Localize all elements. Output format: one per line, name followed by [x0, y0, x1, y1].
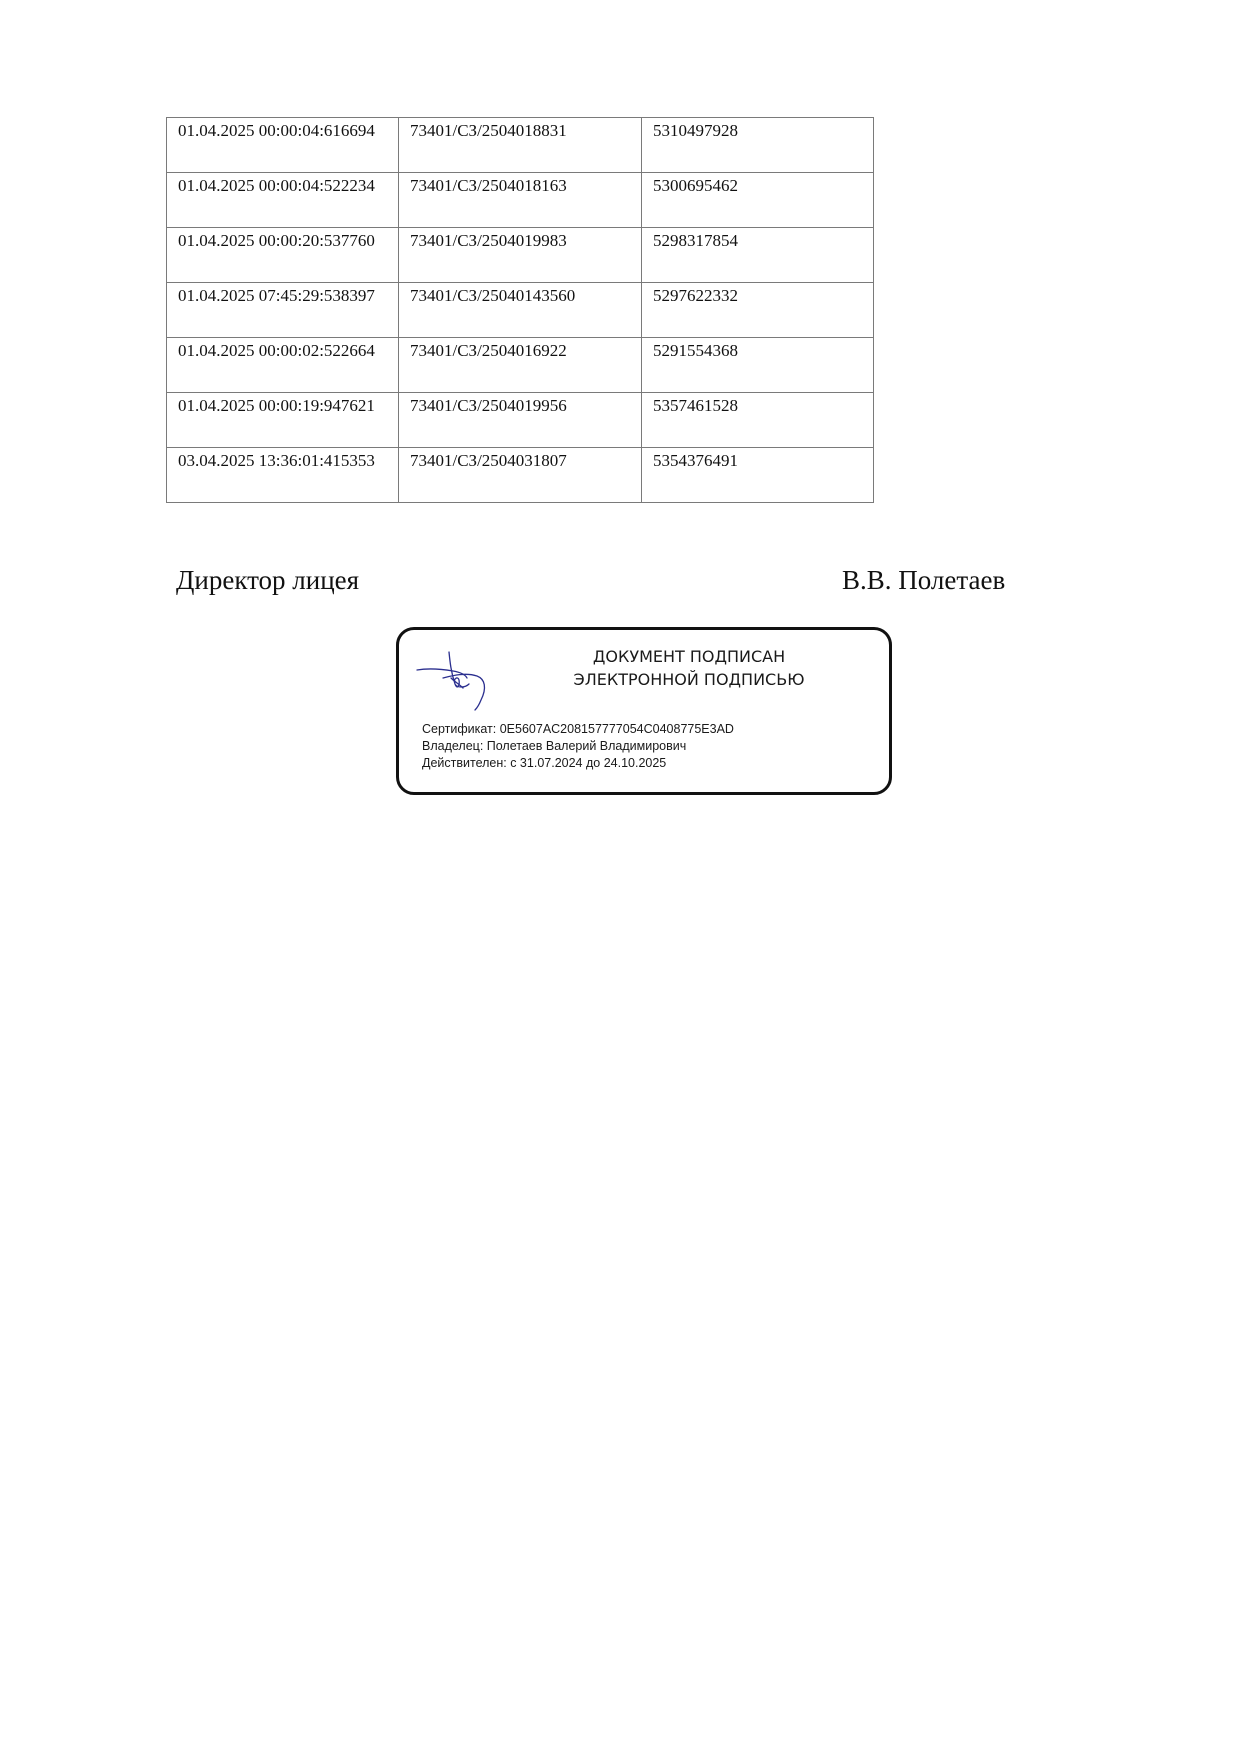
cell-identifier: 5310497928: [642, 118, 874, 173]
cell-timestamp: 01.04.2025 00:00:04:522234: [167, 173, 399, 228]
certificate-validity: Действителен: с 31.07.2024 до 24.10.2025: [422, 756, 667, 770]
table-row: [167, 393, 874, 448]
handwritten-signature-icon: [415, 648, 493, 712]
certificate-number: Сертификат: 0E5607AC208157777054C0408775E3AD: [422, 722, 734, 736]
table-row: [167, 228, 874, 283]
cell-timestamp: 01.04.2025 00:00:02:522664: [167, 338, 399, 393]
cell-identifier: 5291554368: [642, 338, 874, 393]
cell-identifier: 5357461528: [642, 393, 874, 448]
cell-timestamp: 01.04.2025 00:00:19:947621: [167, 393, 399, 448]
cell-document-number: 73401/СЗ/25040143560: [399, 283, 642, 338]
cell-identifier: 5298317854: [642, 228, 874, 283]
cell-document-number: 73401/СЗ/2504018831: [399, 118, 642, 173]
table-row: [167, 173, 874, 228]
table-row: [167, 338, 874, 393]
cell-identifier: 5300695462: [642, 173, 874, 228]
cell-timestamp: 03.04.2025 13:36:01:415353: [167, 448, 399, 503]
table-row: [167, 448, 874, 503]
stamp-details: [422, 721, 734, 772]
records-table: [166, 117, 874, 503]
cell-timestamp: 01.04.2025 00:00:04:616694: [167, 118, 399, 173]
signatory-name: В.В. Полетаев: [842, 565, 1006, 595]
certificate-owner: Владелец: Полетаев Валерий Владимирович: [422, 739, 687, 753]
signatory-role: Директор лицея: [176, 565, 360, 595]
cell-identifier: 5354376491: [642, 448, 874, 503]
stamp-title-line: ЭЛЕКТРОННОЙ ПОДПИСЬЮ: [573, 670, 805, 689]
cell-timestamp: 01.04.2025 07:45:29:538397: [167, 283, 399, 338]
cell-document-number: 73401/СЗ/2504031807: [399, 448, 642, 503]
cell-document-number: 73401/СЗ/2504016922: [399, 338, 642, 393]
cell-document-number: 73401/СЗ/2504019983: [399, 228, 642, 283]
cell-document-number: 73401/СЗ/2504018163: [399, 173, 642, 228]
table-row: [167, 118, 874, 173]
table-row: [167, 283, 874, 338]
cell-identifier: 5297622332: [642, 283, 874, 338]
electronic-signature-stamp: [396, 627, 892, 795]
cell-document-number: 73401/СЗ/2504019956: [399, 393, 642, 448]
stamp-title: [519, 645, 859, 691]
stamp-title-line: ДОКУМЕНТ ПОДПИСАН: [592, 647, 786, 666]
cell-timestamp: 01.04.2025 00:00:20:537760: [167, 228, 399, 283]
